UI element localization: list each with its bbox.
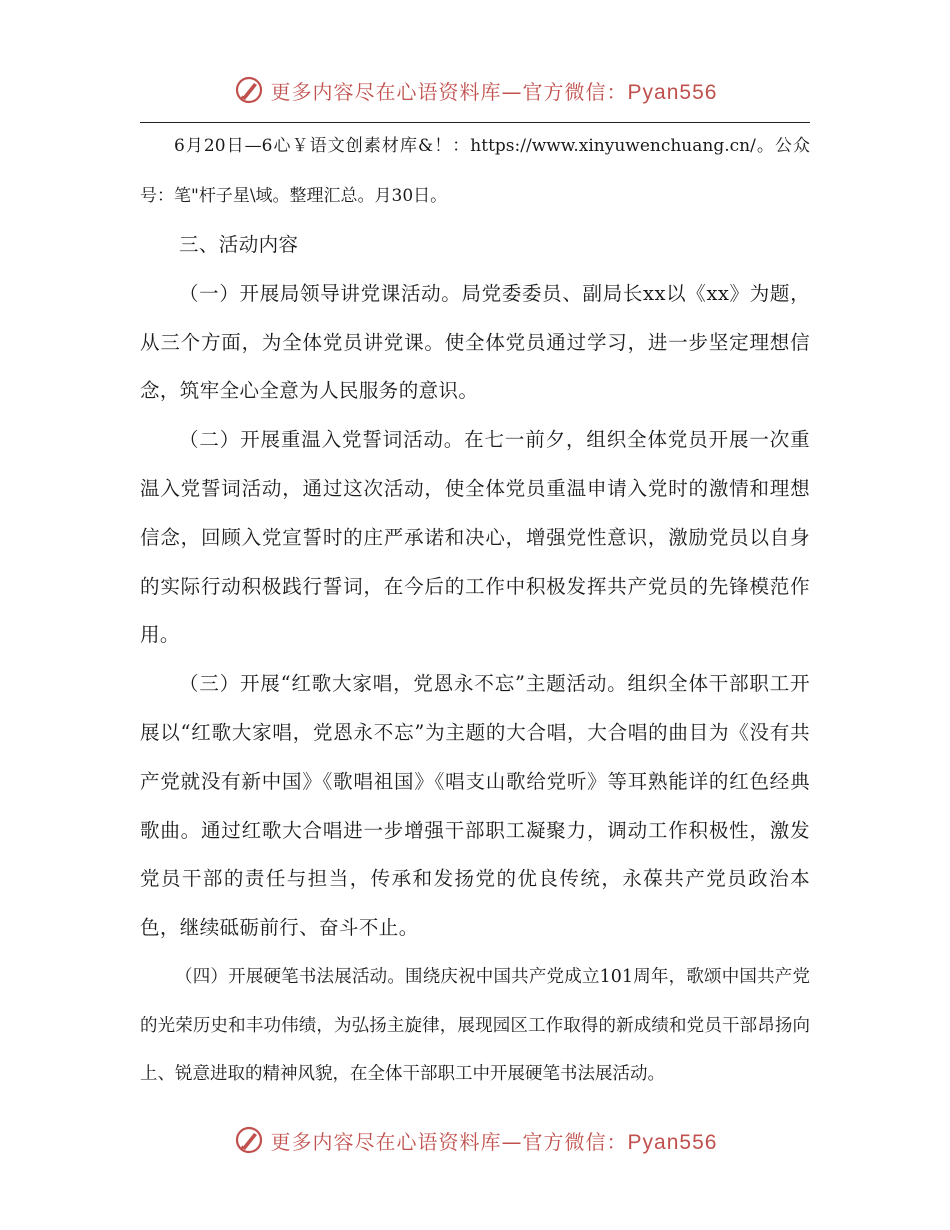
- footer-brand: Pyan556: [627, 1130, 718, 1154]
- paragraph-1: （一）开展局领导讲党课活动。局党委委员、副局长xx以《xx》为题，从三个方面，为全体党员讲党课。使全体党员通过学习，进一步坚定理想信念，筑牢全心全意为人民服务的意识。: [140, 281, 810, 403]
- paragraph-4: （四）开展硬笔书法展活动。围绕庆祝中国共产党成立101周年，歌颂中国共产党的光荣历史和丰功伟绩，为弘扬主旋律，展现园区工作取得的新成绩和党员干部昂扬向上、锐意进取的精神风貌，在全体干部职工中开展硬笔书法展活动。: [140, 966, 810, 1085]
- header-brand: Pyan556: [627, 80, 718, 104]
- document-body: [140, 121, 810, 1099]
- section-heading: 三、活动内容: [179, 233, 299, 256]
- quill-logo-icon: [233, 1124, 265, 1156]
- paragraph-2: （二）开展重温入党誓词活动。在七一前夕，组织全体党员开展一次重温入党誓词活动，通过这次活动，使全体党员重温申请入党时的激情和理想信念，回顾入党宣誓时的庄严承诺和决心，增强党性意识，激励党员以自身的实际行动积极践行誓词，在今后的工作中积极发挥共产党员的先锋模范作用。: [140, 428, 810, 647]
- header-banner: [0, 70, 950, 110]
- quill-logo-icon: [233, 74, 265, 106]
- footer-banner: [0, 1120, 950, 1160]
- header-text: 更多内容尽在心语资料库—官方微信：Pyan556: [270, 79, 718, 104]
- paragraph-3: （三）开展“红歌大家唱，党恩永不忘”主题活动。组织全体干部职工开展以“红歌大家唱，党恩永不忘”为主题的大合唱，大合唱的曲目为《没有共产党就没有新中国》《歌唱祖国》《唱支山歌给党听》等耳熟能详的红色经典歌曲。通过红歌大合唱进一步增强干部职工凝聚力，调动工作积极性，激发党员干部的责任与担当，传承和发扬党的优良传统，永葆共产党员政治本色，继续砥砺前行、奋斗不止。: [140, 672, 810, 940]
- footer-text: 更多内容尽在心语资料库—官方微信：Pyan556: [270, 1129, 718, 1154]
- intro-paragraph: 6月20日—6心￥语文创素材库&！：https://www.xinyuwenchuang.cn/。公众号：笔"杆子星\域。整理汇总。月30日。: [140, 136, 810, 206]
